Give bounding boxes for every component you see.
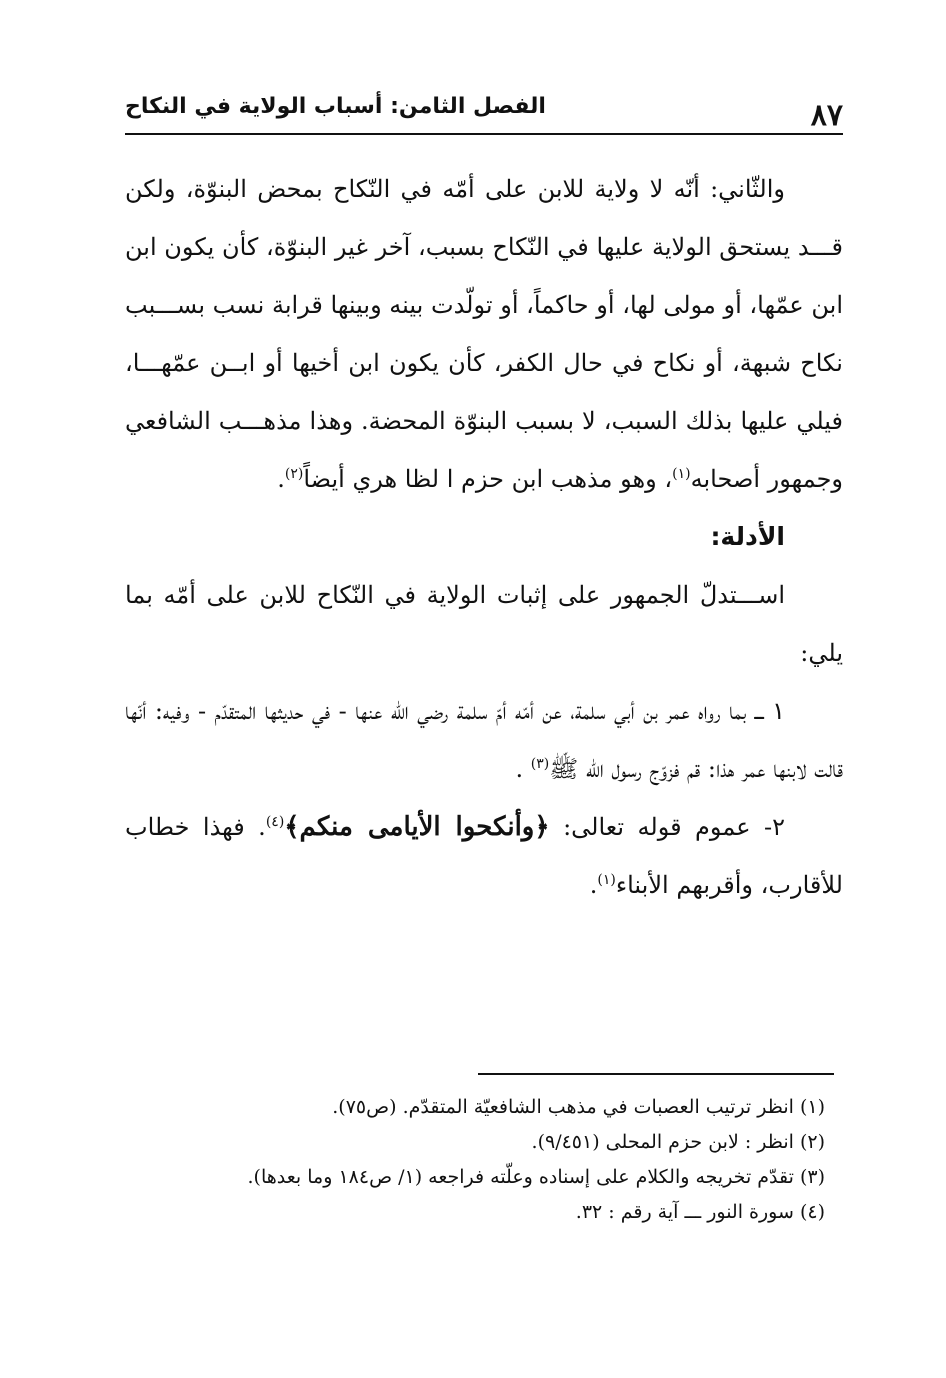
list-item — [125, 682, 843, 798]
list-item-text: . فهذا خطاب للأقارب، وأقربهم الأبناء — [125, 813, 843, 899]
paragraph-evidence-intro: اســـتدلّ الجمهور على إثبات الولاية في النّكاح للابن على أمّه بما يلي: — [125, 581, 843, 667]
footnote-ref: (٤) — [265, 814, 285, 830]
footnote: (٣) تقدّم تخريجه والكلام على إسناده وعلّته فراجعه (١/ ص١٨٤ وما بعدها). — [247, 1166, 825, 1188]
header-rule — [125, 133, 843, 135]
list-item — [125, 798, 843, 914]
footnote: (٢) انظر : لابن حزم المحلى (٩/٤٥١). — [531, 1131, 825, 1153]
list-item-text: ١ ـــ بما رواه عمر بن أبي سلمة، عن أمّه أمّ سلمة رضي الله عنها - في حديثها المتقدّم - وفيه: أنّها قالت لابنها عمر هذا: قم فزوّج رسول الله ﷺ — [125, 697, 843, 783]
body-text — [125, 160, 843, 914]
section-heading-evidence: الأدلة: — [710, 522, 785, 551]
list-item-text: . — [589, 871, 598, 899]
footnotes — [125, 1090, 825, 1230]
footnote-ref: (١) — [672, 466, 691, 482]
paragraph-first-position — [125, 160, 843, 508]
running-title: الفصل الثامن: أسباب الولاية في النكاح — [125, 94, 546, 119]
footnote-separator — [478, 1073, 834, 1075]
list-item-text: . — [515, 755, 531, 783]
page-header — [125, 92, 843, 136]
footnote-ref: (٢) — [284, 466, 304, 482]
page-number: ٨٧ — [810, 98, 843, 133]
paragraph-text: والثّاني: أنّه لا ولاية للابن على أمّه في النّكاح بمحض البنوّة، ولكن قـــد يستحق الولاية عليها في النّكاح بسبب، آخر غير البنوّة، كأن يكون ابن ابن عمّها، أو مولى لها، أو حاكماً، أو تولّدت بينه وبينها قرابة نسب بســـبب نكاح شبهة، أو نكاح في حال الكفر، كأن يكون ابن أخيها أو ابــن عمّهـــا، فيلي عليها بذلك السبب، لا بسبب البنوّة المحضة. وهذا مذهـــب الشافعي وجمهور أصحابه — [125, 175, 843, 493]
footnote: (٤) سورة النور ـــ آية رقم : ٣٢. — [575, 1201, 825, 1223]
list-item-text: ٢- عموم قوله تعالى: — [549, 813, 785, 841]
footnote-ref: (١) — [597, 872, 616, 888]
paragraph-text: . — [277, 465, 285, 493]
footnote-ref: (٣) — [530, 756, 550, 772]
quran-verse: ﴿وأنكحوا الأيامى منكم﴾ — [284, 812, 550, 842]
paragraph-text: ، وهو مذهب ابن حزم ا لظا هري أيضاً — [303, 465, 673, 493]
footnote: (١) انظر ترتيب العصبات في مذهب الشافعيّة المتقدّم. (ص٧٥). — [332, 1096, 825, 1118]
